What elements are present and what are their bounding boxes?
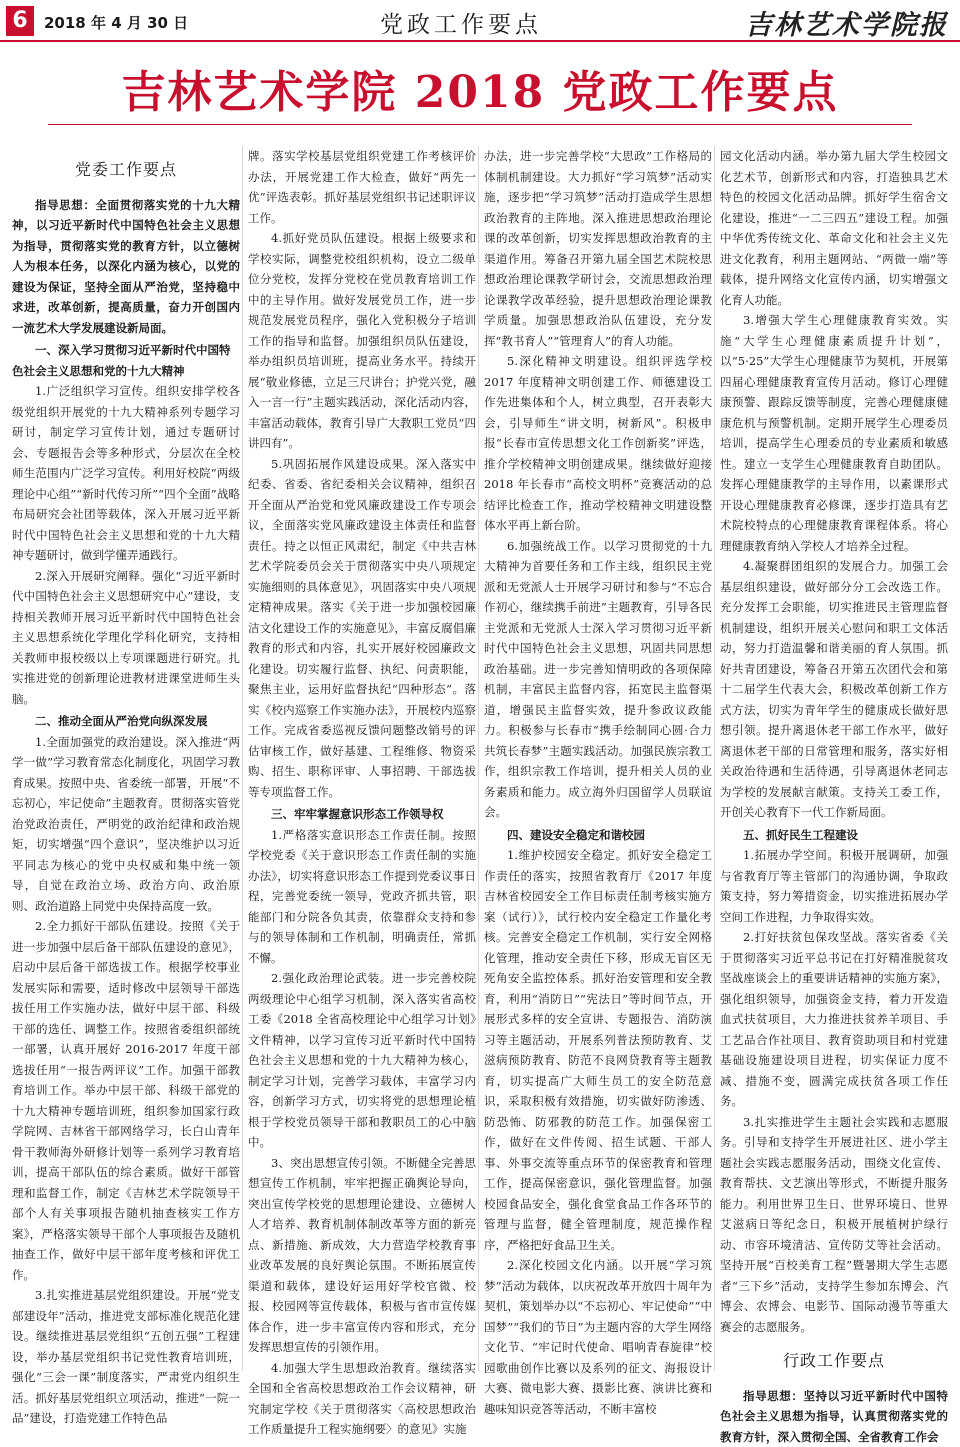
paragraph: 4.加强大学生思想政治教育。继续落实全国和全省高校思想政治工作会议精神，研究制定学校《关于贯彻落实〈高校思想政治工作质量提升工程实施纲要〉的意见》实施 [248, 1358, 476, 1440]
paragraph: 5.深化精神文明建设。组织评选学校 2017 年度精神文明创建工作、师德建设工作先进集体和个人，树立典型，召开表彰大会，引导师生“讲文明，树新风”。积极申报“长春市宣传思想文化工作创新奖”评选，推介学校精神文明创建成果。继续做好迎接 2018 年长春市“高校文明杯”竞赛活动的总结评比检查工作，推动学校精神文明建设整体水平再上新台阶。 [484, 351, 712, 536]
title-rule [48, 124, 912, 125]
column-divider [242, 146, 243, 1371]
paragraph: 4.抓好党员队伍建设。根据上级要求和学校实际，调整党校组织机构，设立二级单位分党校，发挥分党校在党员教育培训工作中的主导作用。做好发展党员工作，进一步规范发展党员程序，强化入党积极分子培训工作的指导和监督。加强组织员队伍建设，举办组织员培训班，提高业务水平。持续开展“敬业修德，立足三尺讲台；护党兴党，融入一言一行”主题实践活动，深化活动内容，丰富活动载体，教育引导广大教职工党员“四讲四有”。 [248, 228, 476, 454]
section-heading: 五、抓好民生工程建设 [720, 825, 948, 846]
column-1 [12, 146, 240, 1371]
column-4 [720, 146, 948, 1371]
paragraph: 2.打好扶贫包保攻坚战。落实省委《关于贯彻落实习近平总书记在打好精准脱贫攻坚战座谈会上的重要讲话精神的实施方案》，强化组织领导，加强资金支持，着力开发造血式扶贫项目，大力推进扶贫养羊项目、手工艺品合作社项目、教育资助项目和村党建基础设施建设项目进程，切实保证力度不减、措施不变，圆满完成扶贫各项工作任务。 [720, 927, 948, 1112]
paragraph: 3.扎实推进基层党组织建设。开展“党支部建设年”活动，推进党支部标准化规范化建设。继续推进基层党组织“五创五强”工程建设，举办基层党组织书记党性教育培训班，强化“三会一课”制度落实，严肃党内组织生活。抓好基层党组织立项活动，推进“一院一品”建设，打造党建工作特色品 [12, 1285, 240, 1429]
page-header [0, 0, 960, 42]
paragraph: 2.强化政治理论武装。进一步完善校院两级理论中心组学习机制，深入落实省高校工委《2018 全省高校理论中心组学习计划》文件精神，以学习宣传习近平新时代中国特色社会主义思想和党的十九大精神为核心，制定学习计划，完善学习载体，丰富学习内容，创新学习方式，切实将党的思想理论植根于学校党员领导干部和教职员工的心中脑中。 [248, 968, 476, 1153]
column-divider [478, 146, 479, 1371]
paragraph: 5.巩固拓展作风建设成果。深入落实中纪委、省委、省纪委相关会议精神，组织召开全面从严治党和党风廉政建设工作专项会议，全面落实党风廉政建设主体责任和监督责任。持之以恒正风肃纪，制定《中共吉林艺术学院委员会关于贯彻落实中央八项规定实施细则的具体意见》，巩固落实中央八项规定精神成果。落实《关于进一步加强校园廉洁文化建设工作的实施意见》，丰富反腐倡廉教育的形式和内容，扎实开展好校园廉政文化建设。切实履行监督、执纪、问责职能，聚焦主业，运用好监督执纪“四种形态”。落实《校内巡察工作实施办法》，开展校内巡察工作。完成省委巡视反馈问题整改销号的评估审核工作，做好基建、工程维修、物资采购、招生、职称评审、人事招聘、干部选拔等专项监督工作。 [248, 454, 476, 803]
section-heading: 一、深入学习贯彻习近平新时代中国特色社会主义思想和党的十九大精神 [12, 340, 240, 381]
paragraph: 1.全面加强党的政治建设。深入推进“两学一做”学习教育常态化制度化，巩固学习教育成果。按照中央、省委统一部署，开展“不忘初心，牢记使命”主题教育。贯彻落实管党治党政治责任，严明党的政治纪律和政治规矩，切实增强“四个意识”，坚决维护以习近平同志为核心的党中央权威和集中统一领导，自觉在政治立场、政治方向、政治原则、政治道路上同党中央保持高度一致。 [12, 732, 240, 917]
column-divider [714, 146, 715, 1371]
column-3 [484, 146, 712, 1371]
paragraph: 2.深入开展研究阐释。强化“习近平新时代中国特色社会主义思想研究中心”建设，支持相关教师开展习近平新时代中国特色社会主义思想系统化学理化学科化研究，支持相关教师申报校级以上专项课题进行研究。扎实推进党的创新理论进教材进课堂进师生头脑。 [12, 566, 240, 710]
paragraph: 4.凝聚群团组织的发展合力。加强工会基层组织建设，做好部分分工会改选工作。充分发挥工会职能，切实推进民主管理监督机制建设，组织开展关心慰问和职工文体活动，努力打造温馨和谐美丽的育人氛围。抓好共青团建设，筹备召开第五次团代会和第十二届学生代表大会，积极改革创新工作方式方法，切实为青年学生的健康成长做好思想引领。提升离退休老干部工作水平，做好离退休老干部的日常管理和服务，落实好相关政治待遇和生活待遇，引导离退休老同志为学校的发展献言献策。支持关工委工作，开创关心教育下一代工作新局面。 [720, 556, 948, 823]
subhead-party: 党委工作要点 [12, 160, 240, 181]
newspaper-masthead: 吉林艺术学院报 [745, 3, 948, 42]
paragraph: 1.严格落实意识形态工作责任制。按照学校党委《关于意识形态工作责任制的实施办法》，切实将意识形态工作提到党委议事日程，完善党委统一领导，党政齐抓共管，职能部门和分院各负其责，依靠群众支持和参与的领导体制和工作机制，明确责任，常抓不懈。 [248, 825, 476, 969]
paragraph: 指导思想：坚持以习近平新时代中国特色社会主义思想为指导，认真贯彻落实党的教育方针，深入贯彻全国、全省教育工作会 [720, 1386, 948, 1447]
section-name: 党政工作要点 [380, 6, 542, 39]
paragraph: 指导思想：全面贯彻落实党的十九大精神，以习近平新时代中国特色社会主义思想为指导，贯彻落实党的教育方针，以立德树人为根本任务，以深化内涵为核心，以党的建设为保证，坚持全面从严治党，坚持稳中求进，改革创新，提高质量，奋力开创国内一流艺术大学发展建设新局面。 [12, 195, 240, 339]
column-2 [248, 146, 476, 1371]
paragraph: 3、突出思想宣传引领。不断健全完善思想宣传工作机制，牢牢把握正确舆论导向，突出宣传学校党的思想理论建设、立德树人人才培养、教育机制体制改革等方面的新亮点、新措施、新成效，大力营造学校教育事业改革发展的良好舆论氛围。不断拓展宣传渠道和载体，建设好运用好学校官微、校报、校园网等宣传载体，积极与省市宣传媒体合作，进一步丰富宣传内容和形式，充分发挥思想宣传的引领作用。 [248, 1153, 476, 1358]
page-number: 6 [6, 6, 34, 36]
section-heading: 三、牢牢掌握意识形态工作领导权 [248, 804, 476, 825]
paragraph: 2.深化校园文化内涵。以开展“学习筑梦”活动为载体，以庆祝改革开放四十周年为契机，策划举办以“不忘初心、牢记使命”“中国梦”“我们的节日”为主题内容的大学生网络文化节、“牢记时代使命、唱响青春旋律”校园歌曲创作比赛以及系列的征文、海报设计大赛、微电影大赛、摄影比赛、演讲比赛和趣味知识竞答等活动，不断丰富校 [484, 1255, 712, 1419]
paragraph: 1.维护校园安全稳定。抓好安全稳定工作责任的落实，按照省教育厅《2017 年度吉林省校园安全工作目标责任制考核实施方案（试行）》，试行校内安全稳定工作量化考核。完善安全稳定工作机制，实行安全网格化管理，推动安全责任下移，形成无盲区无死角安全监控体系。抓好治安管理和安全教育，利用“消防日”“宪法日”等时间节点，开展形式多样的安全宣讲、专题报告、消防演习等主题活动，开展系列普法预防教育、艾滋病预防教育、防范不良网贷教育等主题教育，切实提高广大师生员工的安全防范意识，采取积极有效措施，切实做好防渗透、防恐怖、防邪教的防范工作。加强保密工作，做好在文件传阅、招生试题、干部人事、外事交流等重点环节的保密教育和管理工作，提高保密意识，强化管理监督。加强校园食品安全，强化食堂食品工作各环节的管理与监督，健全管理制度，规范操作程序，严格把好食品卫生关。 [484, 845, 712, 1255]
paragraph: 办法，进一步完善学校“大思政”工作格局的体制机制建设。大力抓好“学习筑梦”活动实施，逐步把“学习筑梦”活动打造成学生思想政治教育的主阵地。深入推进思想政治理论课的改革创新，切实发挥思想政治教育的主渠道作用。筹备召开第九届全国艺术院校思想政治理论课教学研讨会，交流思想政治理论课教学改革经验，提升思想政治理论课教学质量。加强思想政治队伍建设，充分发挥“教书育人”“管理育人”的育人功能。 [484, 146, 712, 351]
paragraph: 2.全力抓好干部队伍建设。按照《关于进一步加强中层后备干部队伍建设的意见》，启动中层后备干部选拔工作。根据学校事业发展实际和需要，适时修改中层领导干部选拔任用工作实施办法，做好中层干部、科级干部的选任、调整工作。按照省委组织部统一部署，认真开展好 2016-2017 年度干部选拔任用“一报告两评议”工作。加强干部教育培训工作。举办中层干部、科级干部党的十九大精神专题培训班，组织参加国家行政学院网、吉林省干部网络学习，长白山青年骨干教师海外研修计划等一系列学习教育培训，提高干部队伍的综合素质。做好干部管理和监督工作，制定《吉林艺术学院领导干部个人有关事项报告随机抽查核实工作方案》，严格落实领导干部个人事项报告及随机抽查工作，做好中层干部年度考核和评优工作。 [12, 916, 240, 1285]
paragraph: 6.加强统战工作。以学习贯彻党的十九大精神为首要任务和工作主线，组织民主党派和无党派人士开展学习研讨和参与“不忘合作初心，继续携手前进”主题教育，引导各民主党派和无党派人士深入学习贯彻习近平新时代中国特色社会主义思想，巩固共同思想政治基础。进一步完善知情明政的各项保障机制，丰富民主监督内容，拓宽民主监督渠道，增强民主监督实效，提升参政议政能力。积极参与长春市“携手绘制同心圆·合力共筑长春梦”主题实践活动。加强民族宗教工作，组织宗教工作培训，提升相关人员的业务素质和能力。成立海外归国留学人员联谊会。 [484, 536, 712, 823]
paragraph: 园文化活动内涵。举办第九届大学生校园文化艺术节，创新形式和内容，打造独具艺术特色的校园文化活动品牌。抓好学生宿舍文化建设，推进“一二三四五”建设工程。加强中华优秀传统文化、革命文化和社会主义先进文化教育，利用主题网站、“两微一端”等载体，提升网络文化宣传内涵，切实增强文化育人功能。 [720, 146, 948, 310]
paragraph: 3.扎实推进学生主题社会实践和志愿服务。引导和支持学生开展进社区、进小学主题社会实践志愿服务活动，围绕文化宣传、教育帮扶、文艺演出等形式，不断提升服务能力。利用世界卫生日、世界环境日、世界艾滋病日等纪念日，积极开展植树护绿行动、市容环境清洁、宣传防艾等社会活动。坚持开展“百校美育工程”暨暑期大学生志愿者“三下乡”活动，支持学生参加东博会、汽博会、农博会、电影节、国际动漫节等重大赛会的志愿服务。 [720, 1112, 948, 1338]
paragraph: 3.增强大学生心理健康教育实效。实施“大学生心理健康素质提升计划”，以“5·25”大学生心理健康节为契机，开展第四届心理健康教育宣传月活动。修订心理健康预警、跟踪反馈等制度，完善心理健康健康危机与预警机制。定期开展学生心理委员培训，提高学生心理委员的专业素质和敏感性。建立一支学生心理健康教育自助团队。发挥心理健康教学的主导作用，以素课形式开设心理健康教育必修课，逐步打造具有艺术院校特点的心理健康教育课程体系。将心理健康教育纳入学校人才培养全过程。 [720, 310, 948, 556]
issue-date: 2018 年 4 月 30 日 [44, 12, 188, 33]
subhead-admin: 行政工作要点 [720, 1351, 948, 1372]
paragraph: 1.广泛组织学习宣传。组织安排学校各级党组织开展党的十九大精神系列专题学习研讨，制定学习宣传计划，通过专题研讨会、专题报告会等多种形式，分层次在全校师生范围内广泛学习宣传。利用好校院“两级理论中心组”“新时代传习所”“四个全面”战略布局研究会社团等载体，深入开展习近平新时代中国特色社会主义思想和党的十九大精神专题研讨，做到学懂弄通践行。 [12, 381, 240, 566]
section-heading: 二、推动全面从严治党向纵深发展 [12, 711, 240, 732]
section-heading: 四、建设安全稳定和谐校园 [484, 825, 712, 846]
paragraph: 1.拓展办学空间。积极开展调研，加强与省教育厅等主管部门的沟通协调，争取政策支持，努力筹措资金，切实推进拓展办学空间工作进程，力争取得实效。 [720, 845, 948, 927]
article-title: 吉林艺术学院 2018 党政工作要点 [0, 56, 960, 120]
paragraph: 牌。落实学校基层党组织党建工作考核评价办法，开展党建工作大检查，做好“两先一优”评选表彰。抓好基层党组织书记述职评议工作。 [248, 146, 476, 228]
